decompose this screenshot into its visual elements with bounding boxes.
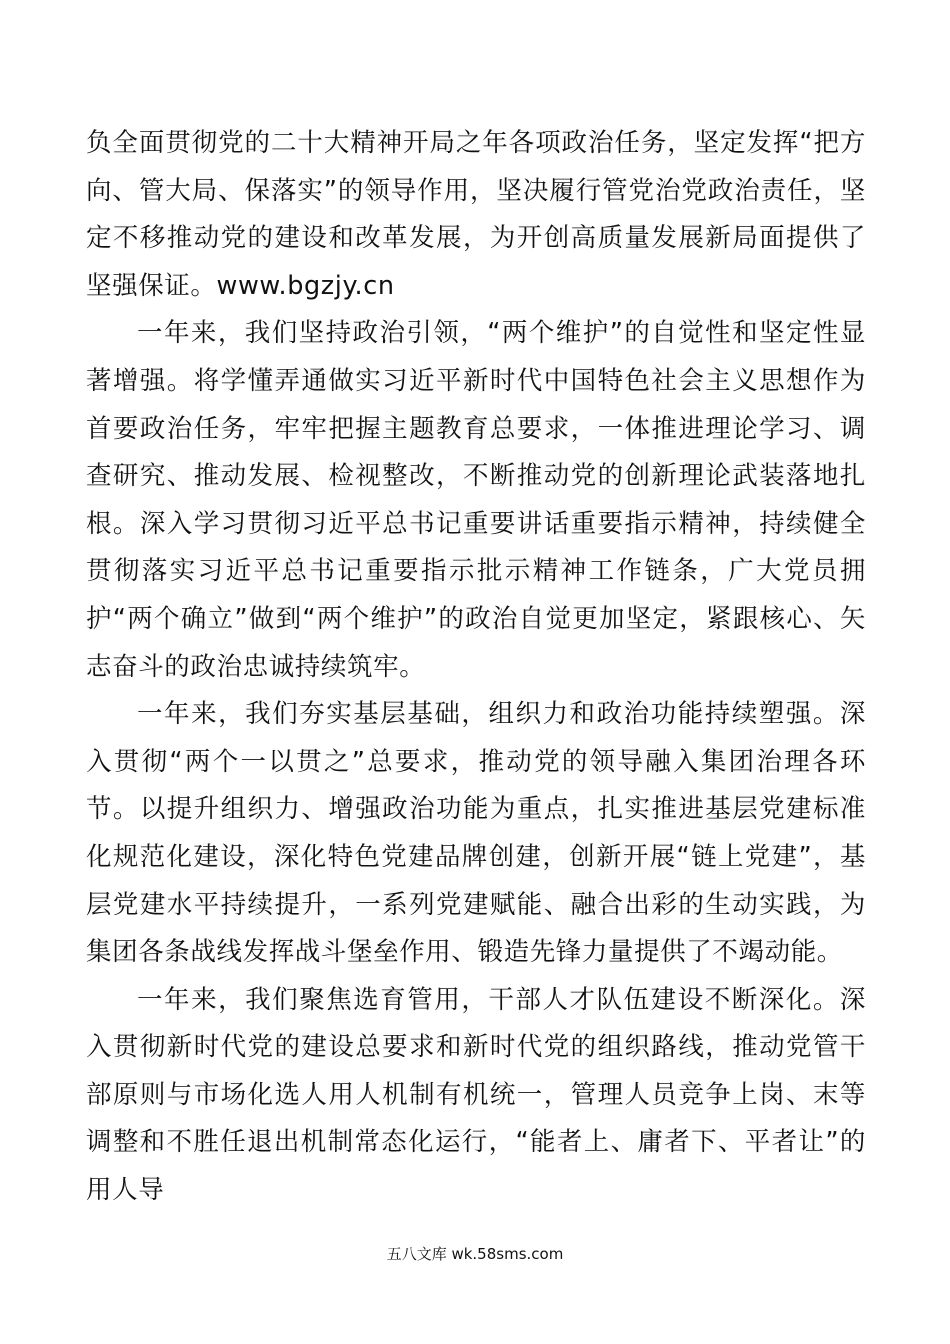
- document-body: [86, 120, 866, 1215]
- paragraph-political-guidance: 一年来，我们坚持政治引领，“两个维护”的自觉性和坚定性显著增强。将学懂弄通做实习近平新时代中国特色社会主义思想作为首要政治任务，牢牢把握主题教育总要求，一体推进理论学习、调查研究、推动发展、检视整改，不断推动党的创新理论武装落地扎根。深入学习贯彻习近平总书记重要讲话重要指示精神，持续健全贯彻落实习近平总书记重要指示批示精神工作链条，广大党员拥护“两个确立”做到“两个维护”的政治自觉更加坚定，紧跟核心、矢志奋斗的政治忠诚持续筑牢。: [86, 318, 866, 682]
- paragraph-cadre-talent: 一年来，我们聚焦选育管用，干部人才队伍建设不断深化。深入贯彻新时代党的建设总要求和新时代党的组织路线，推动党管干部原则与市场化选人用人机制有机统一，管理人员竞争上岗、末等调整和不胜任退出机制常态化运行，“能者上、庸者下、平者让”的用人导: [86, 984, 866, 1206]
- paragraph-grassroots-foundation: 一年来，我们夯实基层基础，组织力和政治功能持续塑强。深入贯彻“两个一以贯之”总要求，推动党的领导融入集团治理各环节。以提升组织力、增强政治功能为重点，扎实推进基层党建标准化规范化建设，深化特色党建品牌创建，创新开展“链上党建”，基层党建水平持续提升，一系列党建赋能、融合出彩的生动实践，为集团各条战线发挥战斗堡垒作用、锻造先锋力量提供了不竭动能。: [86, 699, 866, 968]
- paragraph-continuation: 负全面贯彻党的二十大精神开局之年各项政治任务，坚定发挥“把方向、管大局、保落实”的领导作用，坚决履行管党治党政治责任，坚定不移推动党的建设和改革发展，为开创高质量发展新局面提供了坚强保证。www.bgzjy.cn: [86, 128, 866, 301]
- page-footer-watermark: 五八文库 wk.58sms.com: [386, 1245, 564, 1263]
